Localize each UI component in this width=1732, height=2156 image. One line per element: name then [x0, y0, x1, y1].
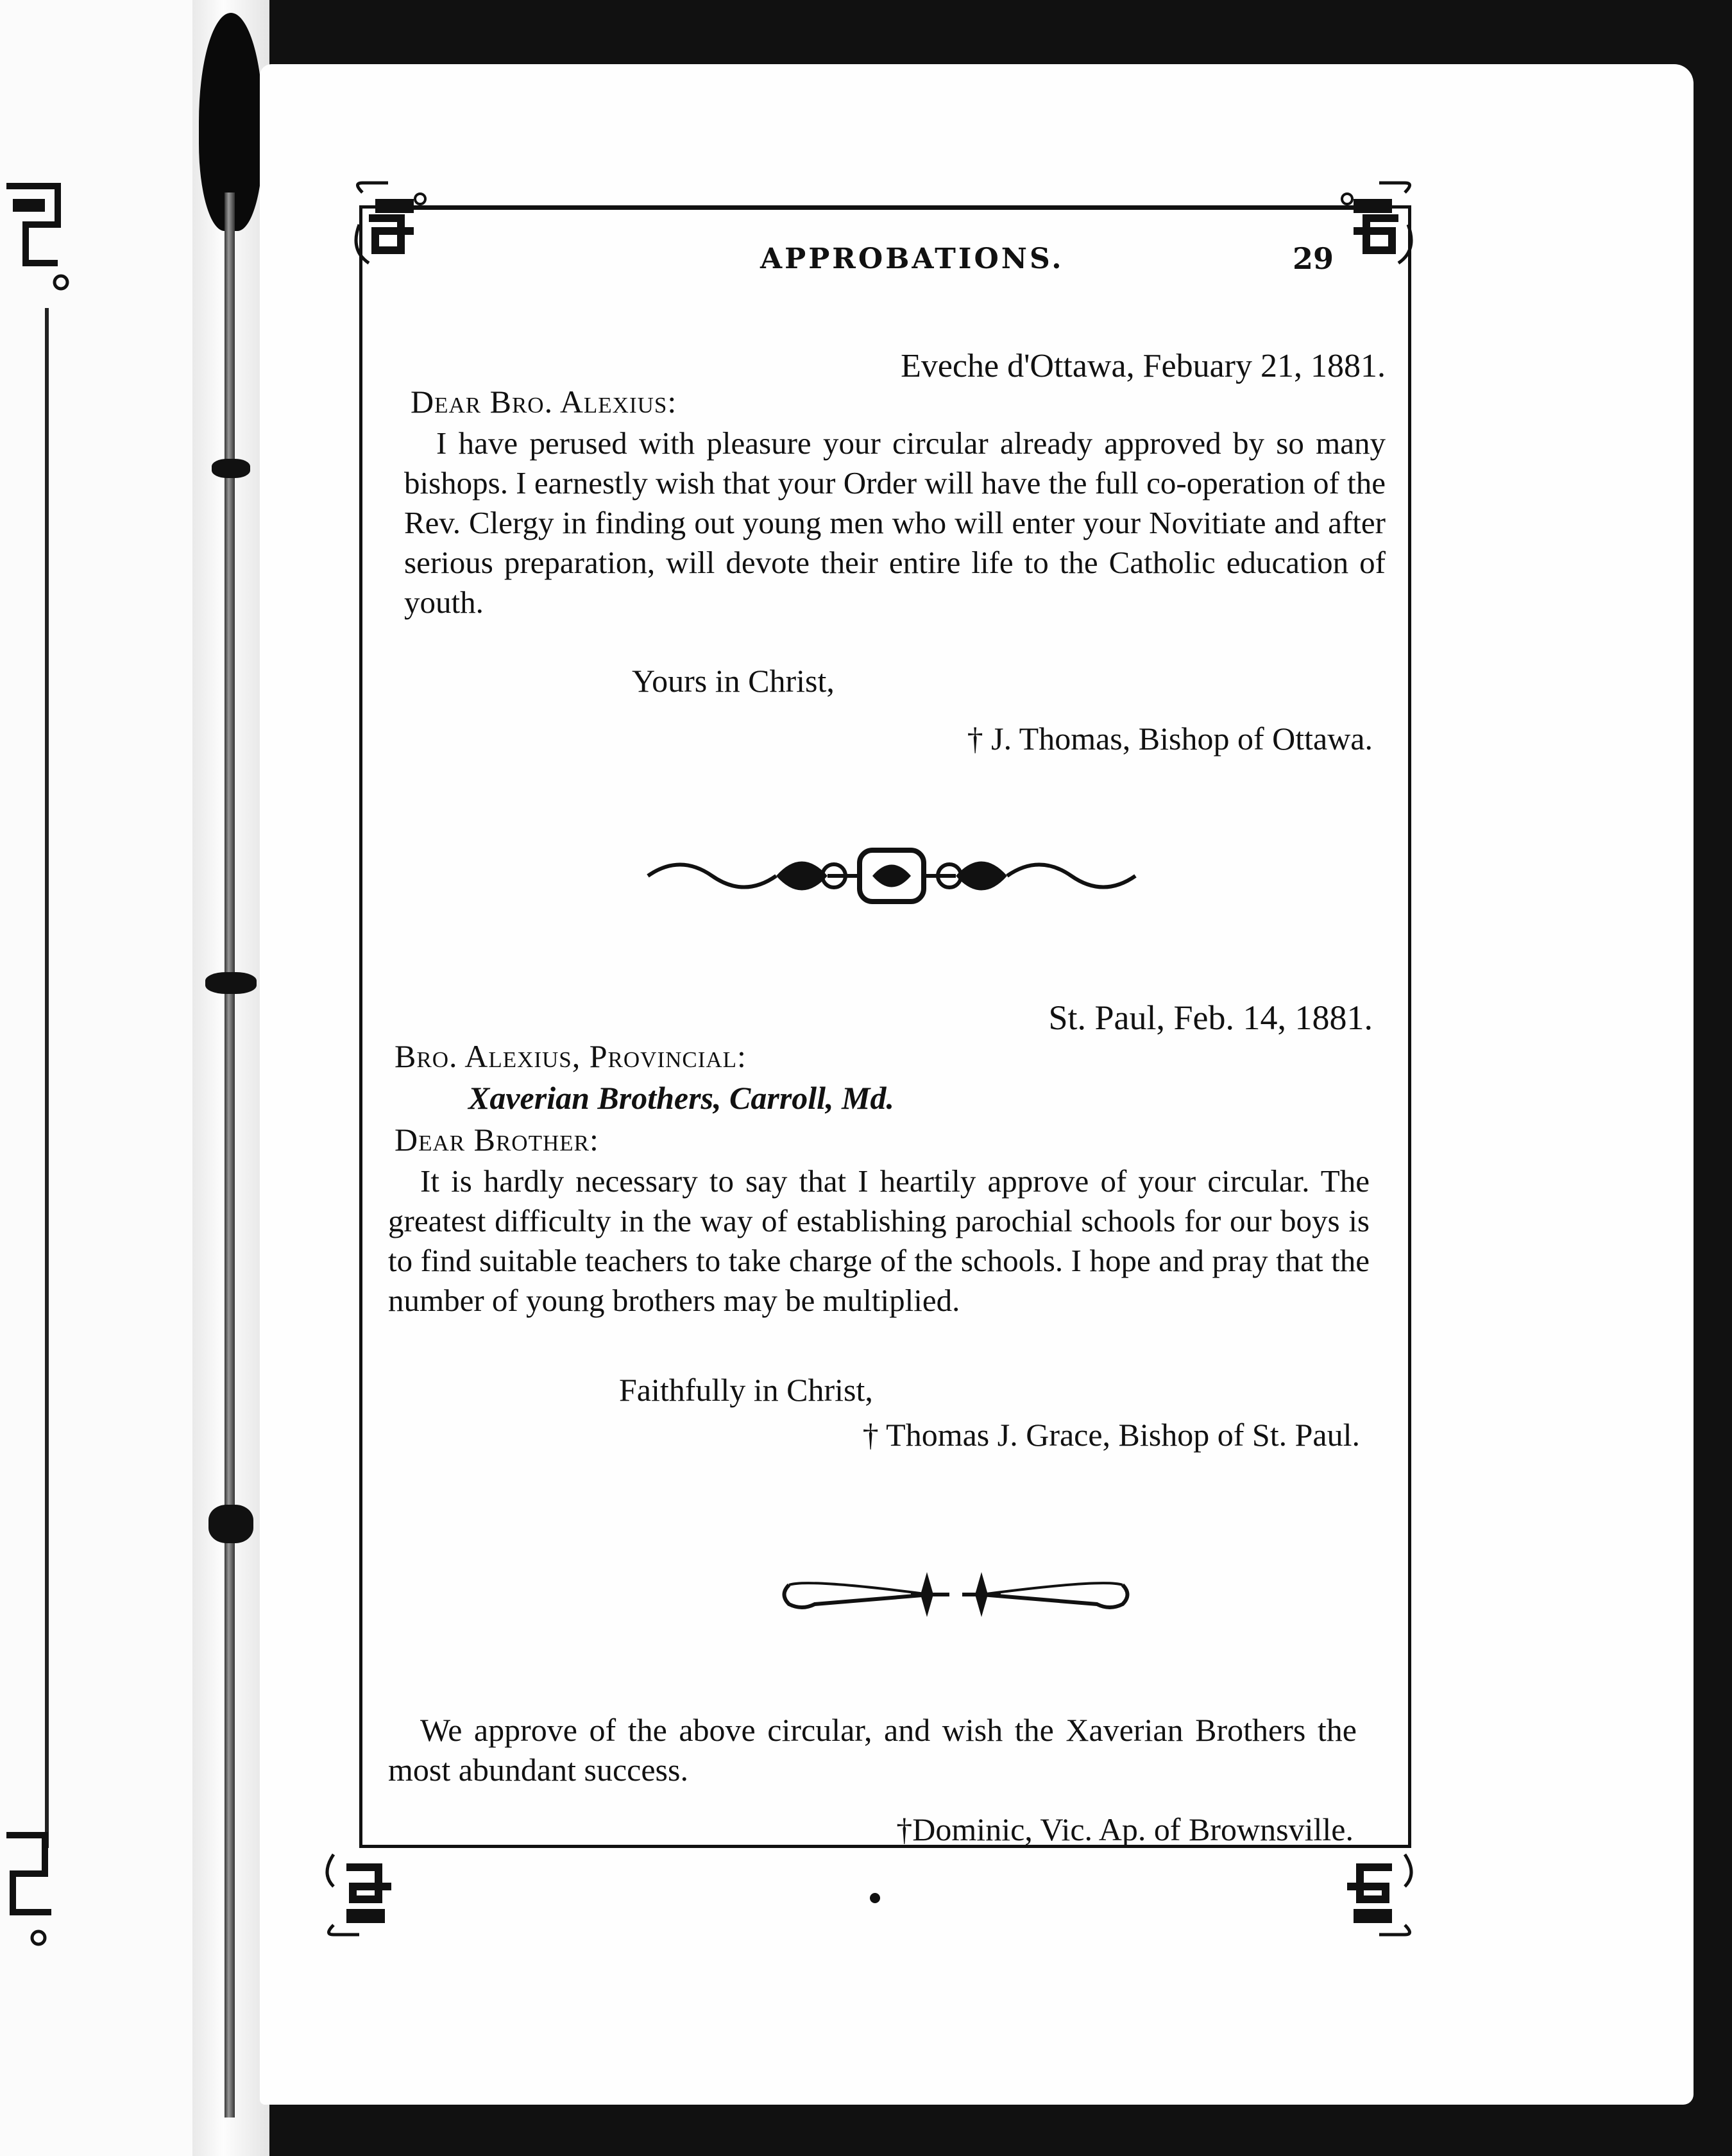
letter1-place-date: Eveche d'Ottawa, Febuary 21, 1881. — [901, 348, 1386, 384]
book-binding — [192, 0, 269, 2156]
letter3-signature: †Dominic, Vic. Ap. of Brownsville. — [896, 1811, 1354, 1847]
letter1-salutation: Dear Bro. Alexius: — [411, 384, 677, 420]
letter2-address: Xaverian Brothers, Carroll, Md. — [468, 1080, 895, 1116]
running-head: APPROBATIONS. — [760, 243, 1064, 275]
letter1-signature: † J. Thomas, Bishop of Ottawa. — [967, 721, 1373, 757]
binding-knot — [208, 1505, 253, 1543]
letter2-body: It is hardly necessary to say that I heartily approve of your circular. The greatest difficulty in the way of establishing parochial schools for our boys is to find suitable teachers to take charge of the schools. I hope and pray that the number of young brothers may be multiplied. — [388, 1163, 1370, 1318]
decorative-divider-icon — [641, 841, 1142, 911]
corner-ornament-icon — [350, 180, 433, 270]
letter2-place-date: St. Paul, Feb. 14, 1881. — [1048, 998, 1373, 1037]
binding-knot — [212, 459, 250, 478]
letter2-closing: Faithfully in Christ, — [619, 1372, 873, 1408]
previous-page-border-line — [45, 308, 49, 1848]
letter1-body: I have perused with pleasure your circular already approved by so many bishops. I earnestly wish that your Order will have the full co-operation of the Rev. Clergy in finding out young men who will enter your Novitiate and after serious preparation, will devote their entire life to the Catholic education of youth. — [404, 425, 1386, 620]
previous-page-edge — [0, 0, 192, 2156]
corner-ornament-icon — [0, 173, 71, 302]
corner-ornament-icon — [1334, 1848, 1418, 1938]
binding-cord — [225, 193, 235, 2118]
corner-ornament-icon — [0, 1822, 58, 1951]
decorative-divider-icon — [776, 1566, 1135, 1623]
page-number: 29 — [1293, 241, 1334, 276]
letter3-body: We approve of the above circular, and wish the Xaverian Brothers the most abundant success. — [388, 1712, 1357, 1788]
binding-knot — [205, 972, 257, 994]
page-border-top-rule — [411, 207, 1360, 210]
corner-ornament-icon — [1334, 180, 1418, 270]
printer-mark — [870, 1893, 880, 1903]
letter2-salutation: Dear Brother: — [395, 1122, 599, 1158]
corner-ornament-icon — [321, 1848, 404, 1938]
letter1-closing: Yours in Christ, — [632, 663, 835, 699]
letter2-addressee: Bro. Alexius, Provincial: — [395, 1038, 747, 1074]
letter2-signature: † Thomas J. Grace, Bishop of St. Paul. — [862, 1417, 1360, 1453]
